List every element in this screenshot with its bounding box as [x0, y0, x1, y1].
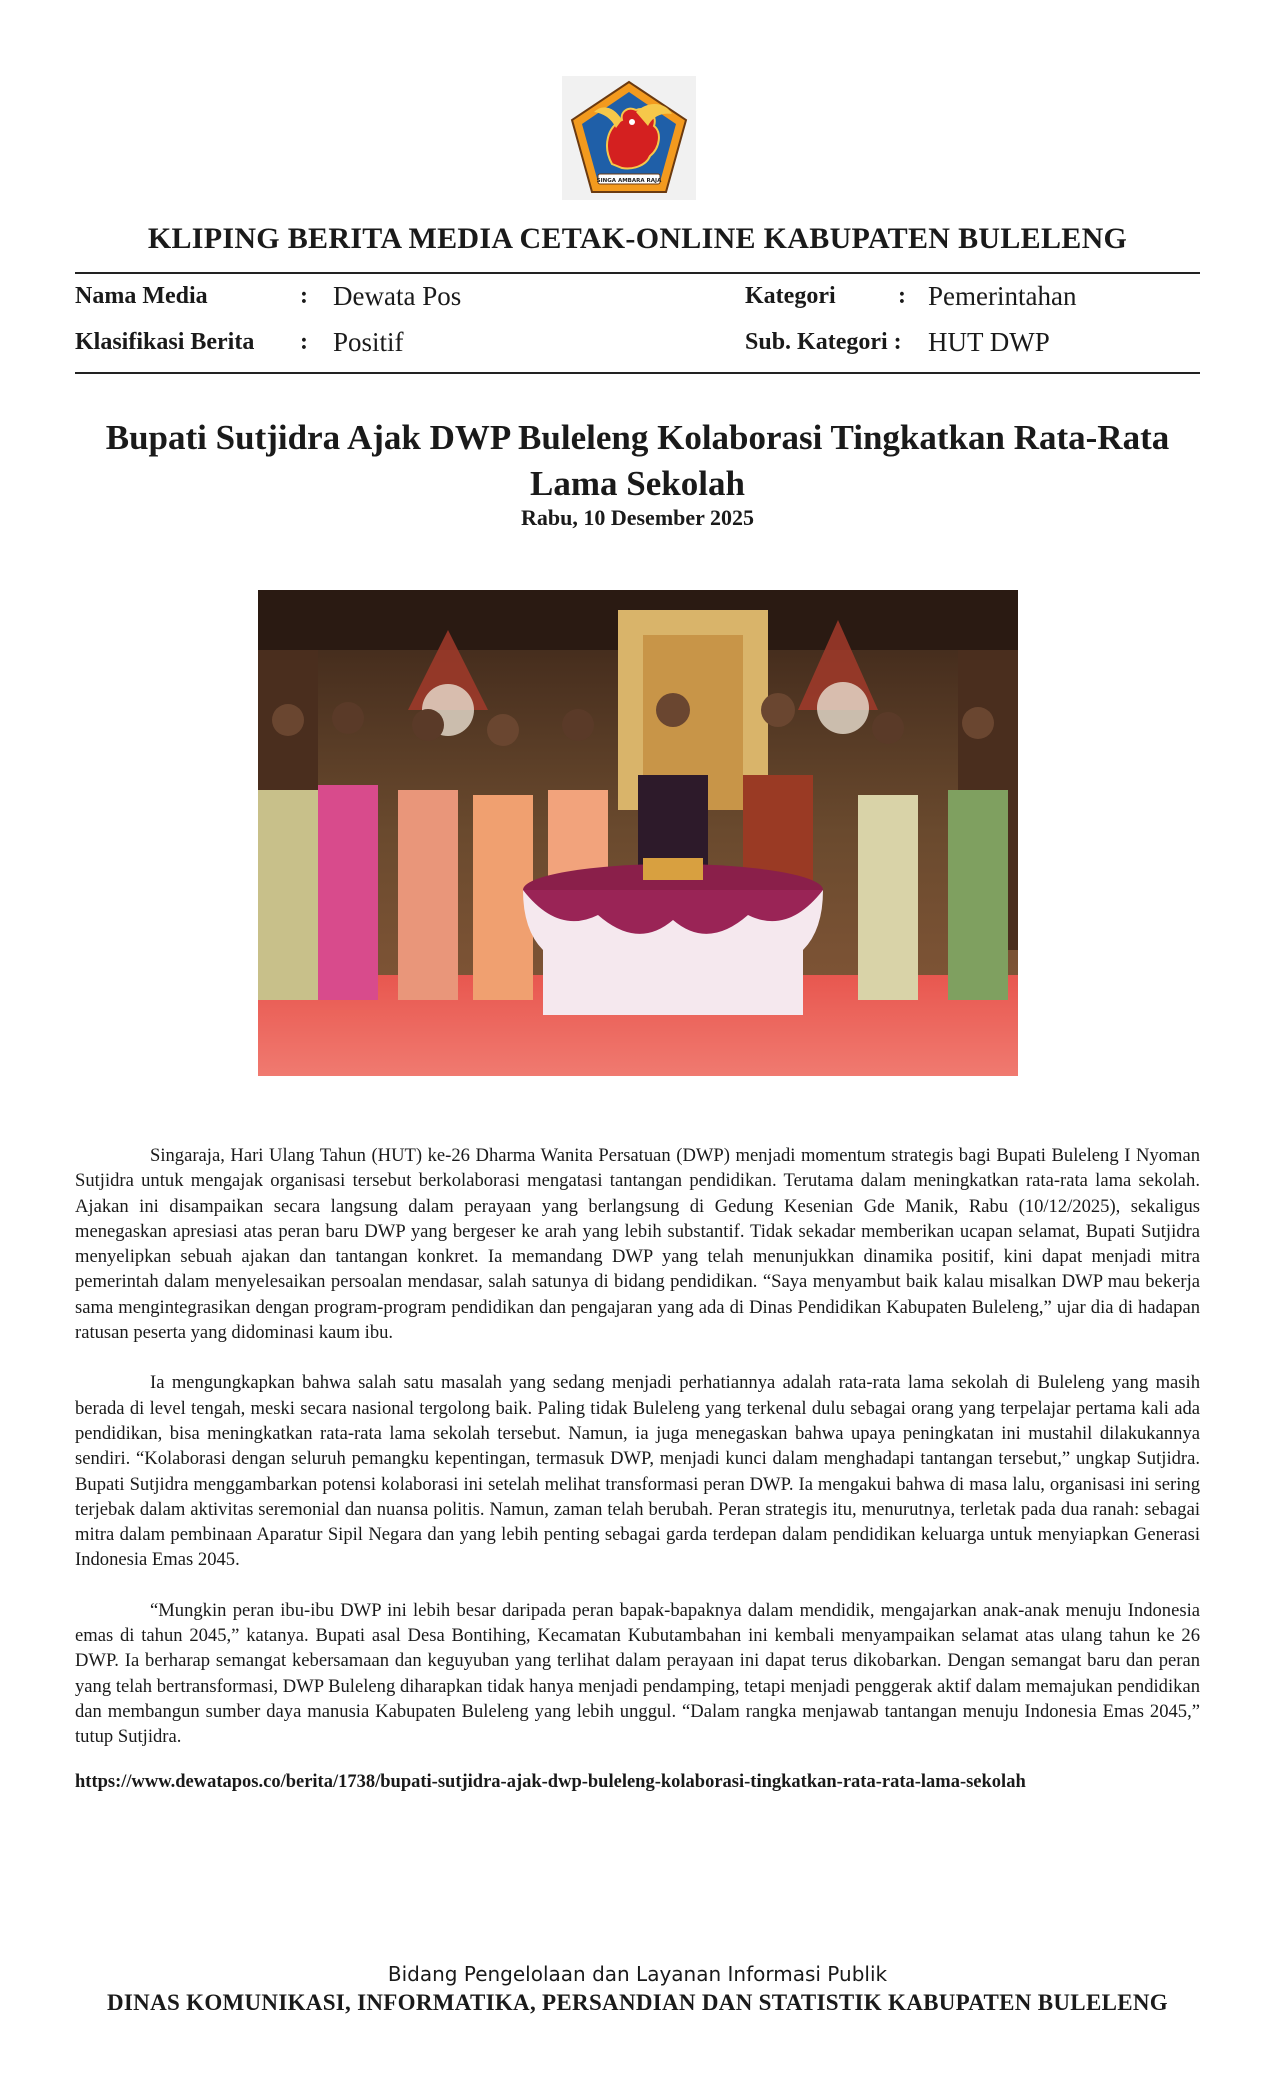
buleleng-regency-logo — [562, 76, 696, 200]
classification-colon: : — [300, 329, 308, 355]
article-paragraph: “Mungkin peran ibu-ibu DWP ini lebih besar daripada peran bapak-bapaknya dalam mendidik, mengajarkan anak-anak menuju Indonesia emas di tahun 2045,” katanya. Bupati asal Desa Bontihing, Kecamatan Kubutambahan ini kembali menyampaikan selamat atas ulang tahun ke 26 DWP. Ia berharap semangat kebersamaan dan keguyuban yang terlihat dalam perayaan ini dapat terus dikobarkan. Dengan semangat baru dan peran yang telah bertransformasi, DWP Buleleng diharapkan tidak hanya menjadi pendamping, tetapi menjadi penggerak aktif dalam memajukan pendidikan dan membangun sumber daya manusia Kabupaten Buleleng yang lebih unggul. “Dalam rangka menjawab tantangan menuju Indonesia Emas 2045,” tutup Sutjidra. — [75, 1599, 1200, 1748]
source-link[interactable]: https://www.dewatapos.co/berita/1738/bupati-sutjidra-ajak-dwp-buleleng-kolaborasi-tingkatkan-rata-rata-lama-sekolah — [75, 1772, 1026, 1792]
footer-title: DINAS KOMUNIKASI, INFORMATIKA, PERSANDIAN DAN STATISTIK KABUPATEN BULELENG — [107, 1990, 1168, 2015]
svg-text:SINGA AMBARA RAJA: SINGA AMBARA RAJA — [596, 178, 662, 184]
header-divider-bottom — [75, 372, 1200, 374]
article-paragraph: Singaraja, Hari Ulang Tahun (HUT) ke-26 Dharma Wanita Persatuan (DWP) menjadi momentum strategis bagi Bupati Buleleng I Nyoman Sutjidra untuk mengajak organisasi tersebut berkolaborasi mengatasi tantangan pendidikan. Terutama dalam meningkatkan rata-rata lama sekolah. Ajakan ini disampaikan secara langsung dalam perayaan yang berlangsung di Gedung Kesenian Gde Manik, Rabu (10/12/2025), sekaligus menegaskan apresiasi atas peran baru DWP yang bergeser ke arah yang lebih substantif. Tidak sekadar memberikan ucapan selamat, Bupati Sutjidra menyelipkan sebuah ajakan dan tantangan konkret. Ia memandang DWP yang telah menunjukkan dinamika positif, kini dapat menjadi mitra pemerintah dalam menyelesaikan persoalan mendasar, salah satunya di bidang pendidikan. “Saya menyambut baik kalau misalkan DWP mau bekerja sama mengintegrasikan dengan program-program pendidikan dan pengajaran yang ada di Dinas Pendidikan Kabupaten Buleleng,” ujar dia di hadapan ratusan peserta yang didominasi kaum ibu. — [75, 1145, 1200, 1344]
article-title: Bupati Sutjidra Ajak DWP Buleleng Kolaborasi Tingkatkan Rata-Rata Lama Sekolah — [105, 418, 1170, 503]
sub-category-label: Sub. Kategori : — [745, 329, 902, 355]
footer-subtitle: Bidang Pengelolaan dan Layanan Informasi Publik — [387, 1962, 888, 1986]
category-label: Kategori — [745, 283, 836, 309]
classification-value: Positif — [333, 327, 404, 357]
article-body — [75, 1143, 1200, 1775]
article-paragraph: Ia mengungkapkan bahwa salah satu masalah yang sedang menjadi perhatiannya adalah rata-rata lama sekolah di Buleleng yang masih berada di level tengah, meski secara nasional tergolong baik. Paling tidak Buleleng yang terkenal dulu sebagai orang yang terpelajar pertama kali ada pendidikan, bisa meningkatkan rata-rata lama sekolah tersebut. Namun, ia juga menegaskan bahwa upaya peningkatan ini mustahil dilakukannya sendiri. “Kolaborasi dengan seluruh pemangku kepentingan, termasuk DWP, menjadi kunci dalam menghadapi tantangan tersebut,” ungkap Sutjidra. Bupati Sutjidra menggambarkan potensi kolaborasi ini setelah melihat transformasi peran DWP. Ia mengakui bahwa di masa lalu, organisasi ini sering terjebak dalam aktivitas seremonial dan nuansa politis. Namun, zaman telah berubah. Peran strategis itu, menurutnya, terletak pada dua ranah: sebagai mitra dalam pembinaan Aparatur Sipil Negara dan yang lebih penting sebagai garda terdepan dalam pendidikan keluarga untuk menyiapkan Generasi Indonesia Emas 2045. — [75, 1372, 1200, 1571]
category-colon: : — [898, 283, 906, 309]
event-photo — [258, 590, 1018, 1076]
media-name-value: Dewata Pos — [333, 281, 462, 311]
media-name-label: Nama Media — [75, 283, 208, 309]
classification-label: Klasifikasi Berita — [75, 329, 255, 355]
media-name-colon: : — [300, 283, 308, 309]
category-value: Pemerintahan — [928, 281, 1077, 311]
sub-category-value: HUT DWP — [928, 327, 1050, 357]
document-header-title: KLIPING BERITA MEDIA CETAK-ONLINE KABUPATEN BULELENG — [147, 222, 1128, 255]
article-date: Rabu, 10 Desember 2025 — [520, 505, 755, 530]
header-divider-top — [75, 272, 1200, 274]
